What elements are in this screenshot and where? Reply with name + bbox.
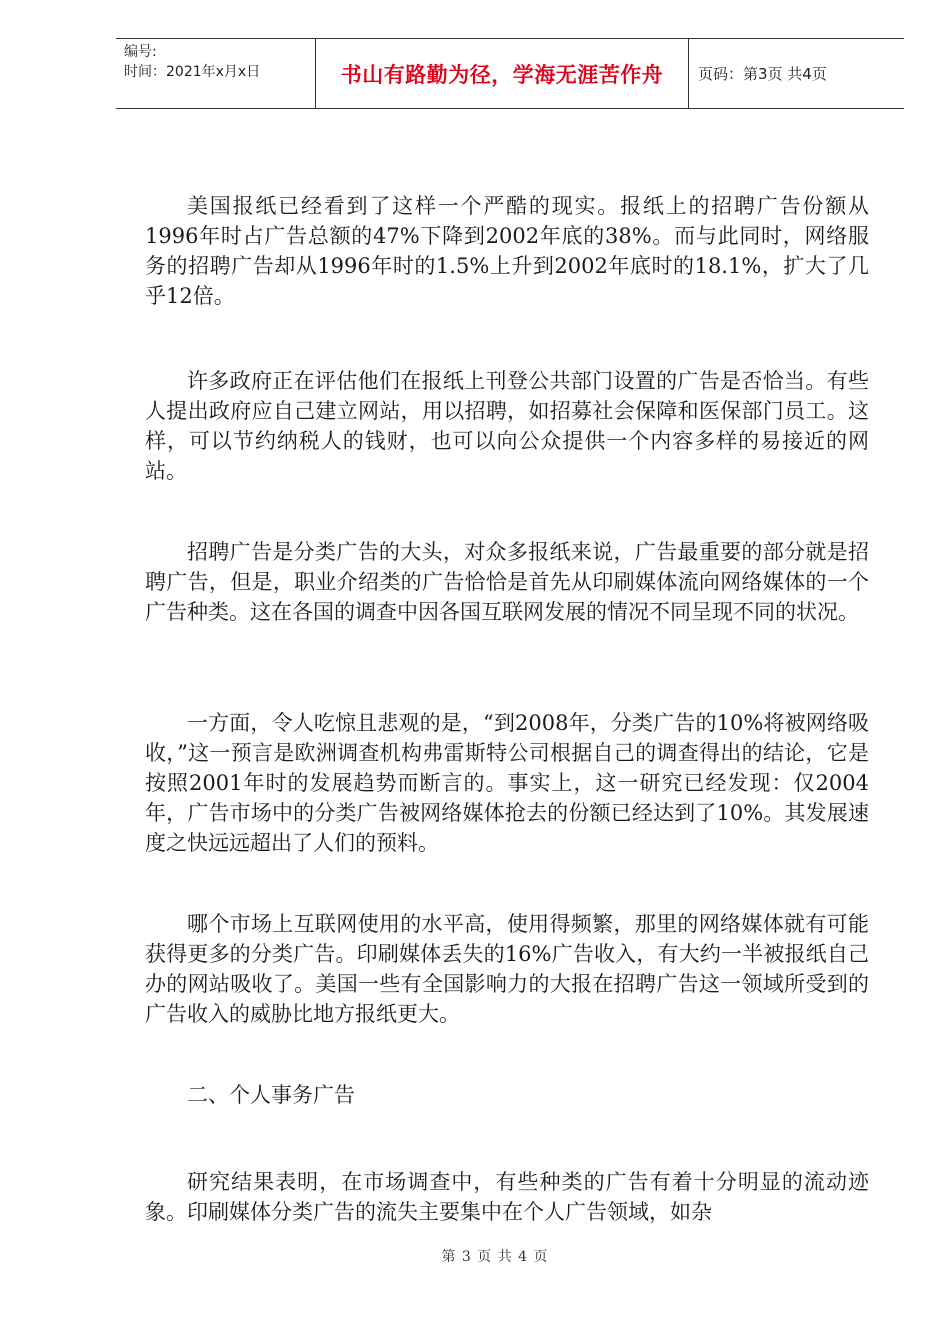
page-footer [0,1246,950,1266]
section-heading: 二、个人事务广告 [187,1083,355,1107]
paragraph: 许多政府正在评估他们在报纸上刊登公共部门设置的广告是否恰当。有些人提出政府应自己建立网站，用以招聘，如招募社会保障和医保部门员工。这样，可以节约纳税人的钱财，也可以向公众提供一个内容多样的易接近的网站。 [145,369,869,483]
footer-page-number: 第 3 页 共 4 页 [441,1249,549,1265]
header-page-number: 页码：第3页 共4页 [698,65,827,83]
header-table [116,38,904,109]
paragraph: 研究结果表明，在市场调查中，有些种类的广告有着十分明显的流动迹象。印刷媒体分类广告的流失主要集中在个人广告领域，如杂 [145,1170,869,1224]
serial-number-label: 编号: [124,44,157,60]
time-label: 时间：2021年x月x日 [124,64,261,80]
paragraph: 一方面，令人吃惊且悲观的是，“到2008年，分类广告的10%将被网络吸收，”这一预言是欧洲调查机构弗雷斯特公司根据自己的调查得出的结论，它是按照2001年时的发展趋势而断言的。事实上，这一研究已经发现：仅2004年，广告市场中的分类广告被网络媒体抢去的份额已经达到了10%。其发展速度之快远远超出了人们的预料。 [145,711,869,855]
header-motto: 书山有路勤为径，学海无涯苦作舟 [340,62,664,87]
paragraph: 招聘广告是分类广告的大头，对众多报纸来说，广告最重要的部分就是招聘广告，但是，职业介绍类的广告恰恰是首先从印刷媒体流向网络媒体的一个广告种类。这在各国的调查中因各国互联网发展的情况不同呈现不同的状况。 [145,540,869,624]
paragraph: 哪个市场上互联网使用的水平高，使用得频繁，那里的网络媒体就有可能获得更多的分类广告。印刷媒体丢失的16%广告收入，有大约一半被报纸自己办的网站吸收了。美国一些有全国影响力的大报在招聘广告这一领域所受到的广告收入的威胁比地方报纸更大。 [145,912,869,1026]
header-motto-cell [315,39,689,108]
header-meta [116,39,315,108]
header-page-cell [689,39,904,108]
paragraph: 美国报纸已经看到了这样一个严酷的现实。报纸上的招聘广告份额从1996年时占广告总额的47%下降到2002年底的38%。而与此同时，网络服务的招聘广告却从1996年时的1.5%上升到2002年底时的18.1%，扩大了几乎12倍。 [145,194,869,308]
